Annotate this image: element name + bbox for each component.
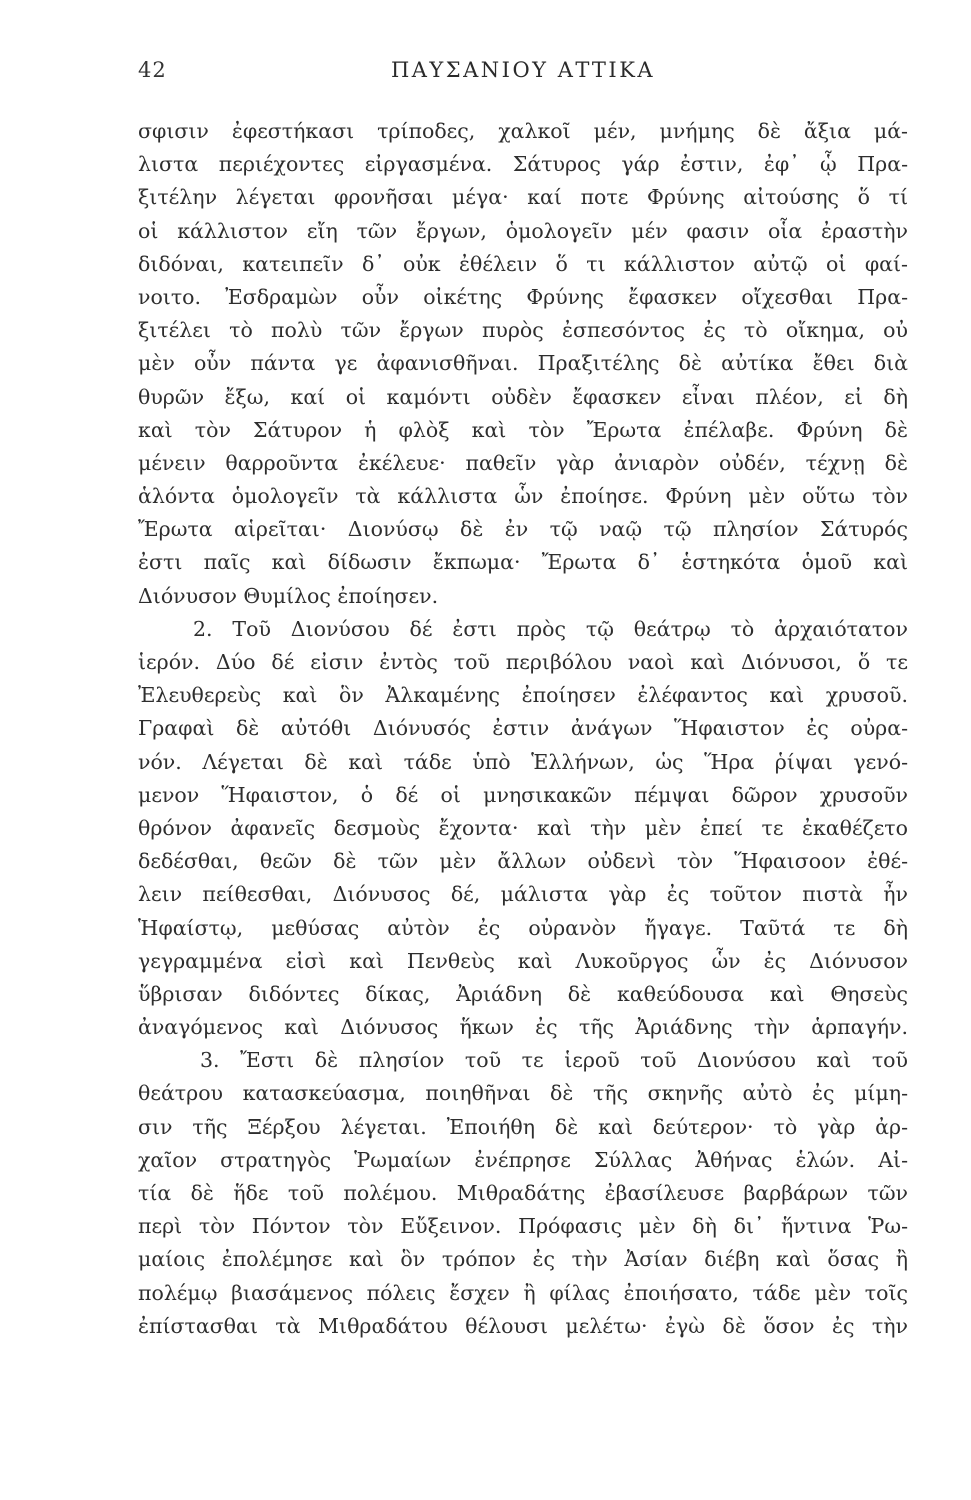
text-line: ἀναγόμενος καὶ Διόνυσος ἥκων ἐς τῆς Ἀριάδνης τὴν ἁρπαγήν. (138, 1015, 908, 1040)
text-line: θυρῶν ἔξω, καί οἱ καμόντι οὐδὲν ἔφασκεν εἶναι πλέον, εἰ δὴ (138, 384, 908, 409)
text-line: σιν τῆς Ξέρξου λέγεται. Ἐποιήθη δὲ καὶ δεύτερον· τὸ γὰρ ἀρ- (138, 1114, 908, 1139)
text-line: περὶ τὸν Πόντον τὸν Εὔξεινον. Πρόφασις μὲν δὴ δι᾽ ἥντινα Ῥω- (138, 1214, 908, 1239)
text-line: διδόναι, κατειπεῖν δ᾽ οὐκ ἐθέλειν ὅ τι κάλλιστον αὐτῷ οἱ φαί- (138, 251, 908, 276)
text-line: δεδέσθαι, θεῶν δὲ τῶν μὲν ἄλλων οὐδενὶ τὸν Ἥφαισοον ἐθέ- (138, 849, 908, 874)
body-text (138, 115, 908, 1343)
text-line: σφισιν ἐφεστήκασι τρίποδες, χαλκοῖ μέν, μνήμης δὲ ἄξια μά- (138, 119, 908, 143)
text-line: λιστα περιέχοντες εἰργασμένα. Σάτυρος γάρ ἐστιν, ἐφ᾽ ᾧ Πρα- (138, 152, 908, 177)
text-line: ἐστι παῖς καὶ δίδωσιν ἔκπωμα· Ἔρωτα δ᾽ ἑστηκότα ὁμοῦ καὶ (138, 550, 908, 575)
text-line: Ἔρωτα αἱρεῖται· Διονύσῳ δὲ ἐν τῷ ναῷ τῷ πλησίον Σάτυρός (138, 517, 908, 542)
text-line: ἁλόντα ὁμολογεῖν τὰ κάλλιστα ὧν ἐποίησε. Φρύνη μὲν οὕτω τὸν (138, 484, 908, 509)
section-start-line: 3. Ἔστι δὲ πλησίον τοῦ τε ἱεροῦ τοῦ Διονύσου καὶ τοῦ (200, 1048, 908, 1073)
text-line: χαῖον στρατηγὸς Ῥωμαίων ἐνέπρησε Σύλλας Ἀθήνας ἑλών. Αἰ- (138, 1147, 908, 1172)
text-line: πολέμῳ βιασάμενος πόλεις ἔσχεν ἢ φίλας ἐποιήσατο, τάδε μὲν τοῖς (138, 1280, 908, 1305)
text-line: ξιτέλει τὸ πολὺ τῶν ἔργων πυρὸς ἐσπεσόντος ἐς τὸ οἴκημα, οὐ (138, 318, 908, 343)
text-line: ἐπίστασθαι τὰ Μιθραδάτου θέλουσι μελέτω· ἐγὼ δὲ ὅσον ἐς τὴν (138, 1313, 908, 1338)
page-number: 42 (138, 58, 167, 82)
text-line: οἱ κάλλιστον εἴη τῶν ἔργων, ὁμολογεῖν μέν φασιν οἷα ἐραστὴν (138, 218, 908, 243)
text-line: θρόνον ἀφανεῖς δεσμοὺς ἔχοντα· καὶ τὴν μὲν ἐπεί τε ἐκαθέζετο (138, 815, 908, 840)
text-line: λειν πείθεσθαι, Διόνυσος δέ, μάλιστα γὰρ ἐς τοῦτον πιστὰ ἦν (138, 882, 908, 907)
text-line: μένειν θαρροῦντα ἐκέλευε· παθεῖν γὰρ ἀνιαρὸν οὐδέν, τέχνῃ δὲ (138, 450, 908, 475)
text-line: Ἡφαίστῳ, μεθύσας αὐτὸν ἐς οὐρανὸν ἤγαγε. Ταῦτά τε δὴ (138, 915, 908, 940)
section-start-line: 2. Τοῦ Διονύσου δέ ἐστι πρὸς τῷ θεάτρῳ τὸ ἀρχαιότατον (193, 616, 908, 641)
text-line: μαίοις ἐπολέμησε καὶ ὃν τρόπον ἐς τὴν Ἀσίαν διέβη καὶ ὅσας ἢ (138, 1247, 908, 1272)
text-line: Γραφαὶ δὲ αὐτόθι Διόνυσός ἐστιν ἀνάγων Ἥφαιστον ἐς οὐρα- (138, 716, 908, 741)
text-line: νοιτο. Ἐσδραμὼν οὖν οἰκέτης Φρύνης ἔφασκεν οἴχεσθαι Πρα- (138, 284, 908, 309)
text-line: τία δὲ ἥδε τοῦ πολέμου. Μιθραδάτης ἐβασίλευσε βαρβάρων τῶν (138, 1181, 908, 1205)
text-line: θεάτρου κατασκεύασμα, ποιηθῆναι δὲ τῆς σκηνῆς αὐτὸ ἐς μίμη- (138, 1081, 908, 1106)
text-line: γεγραμμένα εἰσὶ καὶ Πενθεὺς καὶ Λυκοῦργος ὧν ἐς Διόνυσον (138, 948, 908, 973)
text-line: νόν. Λέγεται δὲ καὶ τάδε ὑπὸ Ἑλλήνων, ὡς Ἥρα ῥίψαι γενό- (138, 749, 908, 774)
text-line: ἱερόν. Δύο δέ εἰσιν ἐντὸς τοῦ περιβόλου ναοὶ καὶ Διόνυσοι, ὅ τε (138, 650, 908, 674)
running-head: ΠΑΥΣΑΝΙΟΥ ΑΤΤΙΚΑ (390, 58, 656, 82)
text-line: μὲν οὖν πάντα γε ἀφανισθῆναι. Πραξιτέλης δὲ αὐτίκα ἔθει διὰ (138, 351, 908, 376)
text-line: ξιτέλην λέγεται φρονῆσαι μέγα· καί ποτε Φρύνης αἰτούσης ὅ τί (138, 185, 908, 210)
text-line: καὶ τὸν Σάτυρον ἡ φλὸξ καὶ τὸν Ἔρωτα ἐπέλαβε. Φρύνη δὲ (138, 417, 908, 442)
text-line: μενον Ἥφαιστον, ὁ δέ οἱ μνησικακῶν πέμψαι δῶρον χρυσοῦν (138, 782, 908, 807)
text-line: Διόνυσον Θυμίλος ἐποίησεν. (138, 583, 439, 608)
text-line: ὕβρισαν διδόντες δίκας, Ἀριάδνη δὲ καθεύδουσα καὶ Θησεὺς (138, 981, 908, 1006)
page-header (138, 58, 908, 92)
text-line: Ἐλευθερεὺς καὶ ὃν Ἀλκαμένης ἐποίησεν ἐλέφαντος καὶ χρυσοῦ. (138, 683, 908, 708)
